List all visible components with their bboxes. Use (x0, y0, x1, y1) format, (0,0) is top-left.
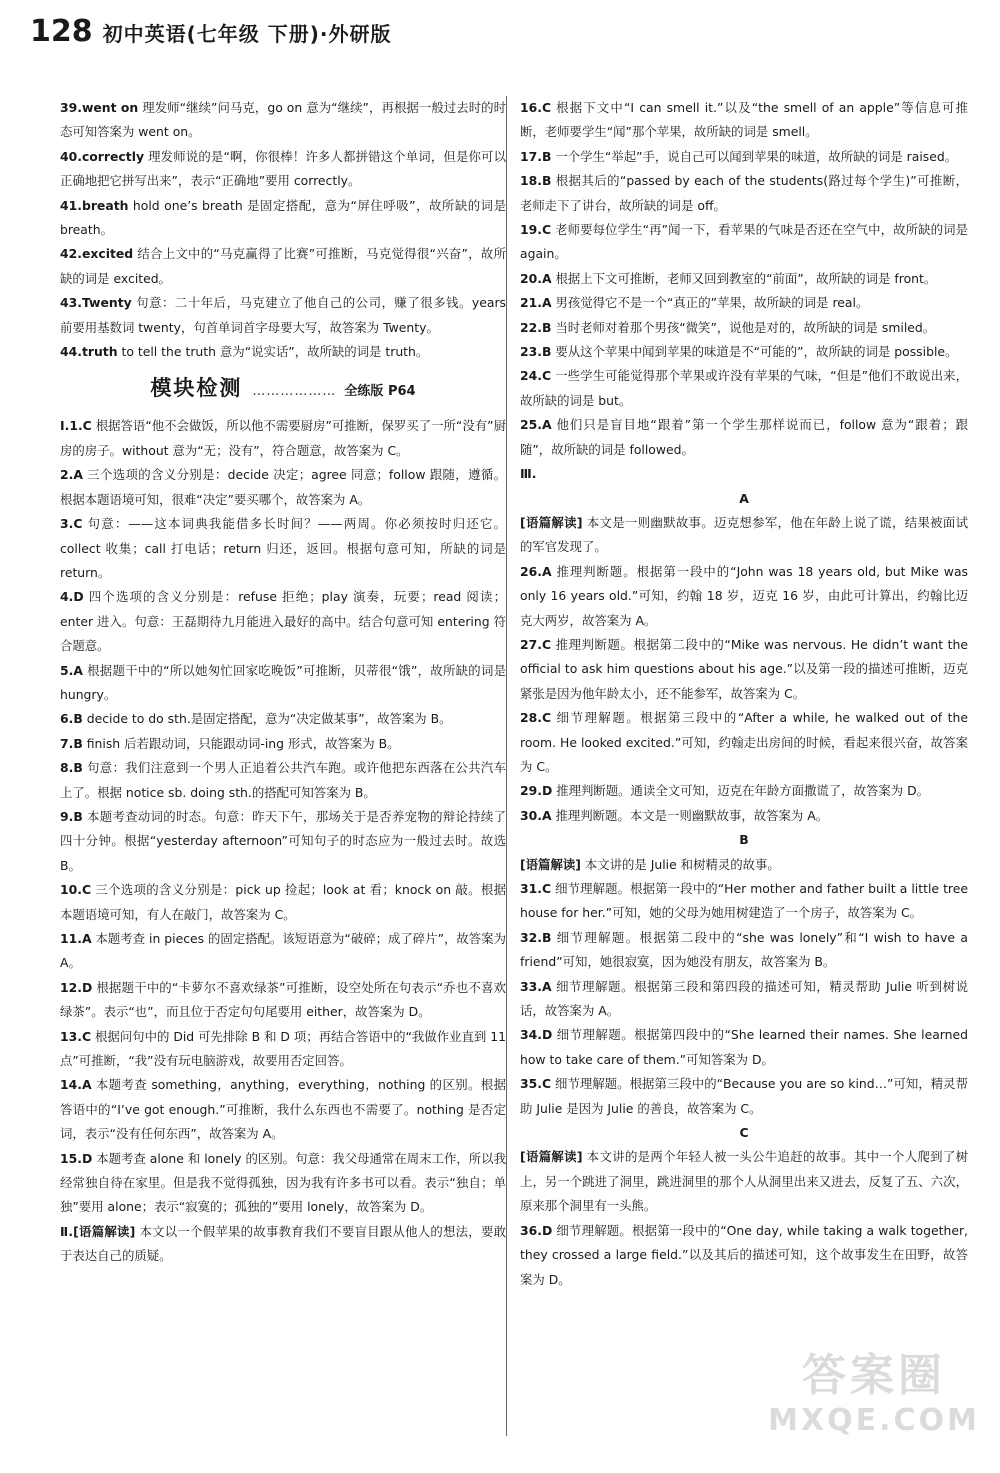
answer-explanation: 细节理解题。根据第四段中的“She learned their names. She learned how to take care of them.”可知答案为 D。 (520, 1027, 968, 1067)
answer-item (60, 927, 506, 976)
reading-c: [语篇解读] 本文讲的是两个年轻人被一头公牛追赶的故事。其中一个人爬到了树上，另一个跳进了洞里，跳进洞里的那个人从洞里出来又进去，反复了五、六次，原来那个洞里有一头熊。 (520, 1149, 968, 1214)
answer-item (520, 779, 968, 803)
answer-item (520, 706, 968, 779)
answer-key: 27.C (520, 636, 552, 652)
answer-explanation: 根据答语“他不会做饭，所以他不需要厨房”可推断，保罗买了一所“没有”厨房的房子。without 意为“无；没有”，符合题意，故答案为 C。 (60, 418, 506, 458)
answer-explanation: 根据上下文可推断，老师又回到教室的“前面”，故所缺的词是 front。 (551, 270, 937, 286)
answer-explanation: 推理判断题。通读全文可知，迈克在年龄方面撒谎了，故答案为 D。 (552, 783, 929, 799)
answer-item (60, 291, 506, 340)
answer-key: 2.A (60, 467, 83, 483)
answer-key: 33.A (520, 978, 552, 994)
answer-key: 5.A (60, 662, 83, 678)
answer-key: 42.excited (60, 246, 134, 262)
answer-item (60, 1147, 506, 1220)
answer-key: 16.C (520, 100, 552, 115)
answer-item (60, 1025, 506, 1074)
answer-explanation: 本文以一个假苹果的故事教育我们不要盲目跟从他人的想法，要敢于表达自己的质疑。 (60, 1223, 506, 1264)
answer-key: 13.C (60, 1028, 92, 1044)
answer-explanation: finish 后若跟动词，只能跟动词-ing 形式，故答案为 B。 (82, 735, 400, 751)
answer-key: 43.Twenty (60, 295, 132, 311)
answer-item (520, 975, 968, 1024)
answer-item (520, 926, 968, 975)
answer-explanation: 男孩觉得它不是一个“真正的”苹果，故所缺的词是 real。 (551, 295, 869, 311)
answer-explanation: 结合上文中的“马克赢得了比赛”可推断，马克觉得很“兴奋”，故所缺的词是 excited。 (60, 246, 506, 286)
answer-item (520, 364, 968, 413)
section-ref: 全练版 P64 (344, 384, 416, 400)
answer-key: 14.A (60, 1077, 92, 1093)
answer-key: 11.A (60, 931, 92, 946)
answer-item (60, 512, 506, 585)
answer-key: 7.B (60, 735, 83, 751)
answer-key: Ⅱ.[语篇解读] (60, 1223, 136, 1239)
answer-key: 8.B (60, 760, 83, 776)
book-title: 初中英语(七年级 下册)·外研版 (102, 22, 392, 46)
answer-explanation: decide to do sth.是固定搭配，意为“决定做某事”，故答案为 B。 (82, 711, 452, 727)
answer-list-3 (520, 96, 968, 462)
answer-explanation: 三个选项的含义分别是：decide 决定；agree 同意；follow 跟随，遵循。根据本题语境可知，很难“决定”要买哪个，故答案为 A。 (60, 467, 506, 507)
answer-explanation: 句意：——这本词典我能借多长时间？——两周。你必须按时归还它。collect 收集；call 打电话；return 归还，返回。根据句意可知，所缺的词是 return。 (60, 516, 506, 580)
answer-item (60, 878, 506, 927)
answer-explanation: 一些学生可能觉得那个苹果或许没有苹果的气味，“但是”他们不敢说出来，故所缺的词是 but。 (520, 368, 968, 408)
left-column (60, 96, 506, 1269)
answer-item (60, 707, 506, 731)
answer-explanation: 细节理解题。根据第三段中的“Because you are so kind…”可知，精灵帮助 Julie 是因为 Julie 的善良，故答案为 C。 (520, 1076, 968, 1116)
answer-key: 15.D (60, 1150, 93, 1166)
answer-key: 10.C (60, 882, 92, 898)
answer-explanation: 根据问句中的 Did 可先排除 B 和 D 项；再结合答语中的“我做作业直到 11 点”可推断，“我”没有玩电脑游戏，故要用否定回答。 (60, 1028, 506, 1069)
answer-key: 41.breath (60, 197, 129, 213)
answer-explanation: 推理判断题。根据第二段中的“Mike was nervous. He didn’t want the official to ask him questions about his age.”以及第一段的描述可推断，迈克紧张是因为他年龄太小，还不能参军，故答案为 C。 (520, 636, 968, 701)
answer-item (60, 585, 506, 658)
answer-key: 22.B (520, 319, 552, 335)
reading-a: [语篇解读] 本文是一则幽默故事。迈克想参军，他在年龄上说了谎，结果被面试的军官发现了。 (520, 514, 968, 555)
answer-explanation: to tell the truth 意为“说实话”，故所缺的词是 truth。 (117, 344, 429, 360)
right-column (520, 96, 968, 1292)
answer-explanation: 细节理解题。根据第三段中的“After a while, he walked out of the room. He looked excited.”可知，约翰走出房间的时候，看起来很兴奋，故答案为 C。 (520, 710, 968, 774)
answer-item (520, 1072, 968, 1121)
answer-key: 30.A (520, 807, 552, 823)
answer-key: 19.C (520, 222, 552, 238)
answer-item (60, 145, 506, 194)
answer-explanation: 本题考查 alone 和 lonely 的区别。句意：我父母通常在周末工作，所以我经常独自待在家里。但是我不觉得孤独，因为我有许多书可以看。表示“独自；单独”要用 alone；表示“寂寞的；孤独的”要用 lonely，故答案为 D。 (60, 1150, 506, 1215)
section-heading (60, 376, 506, 408)
answer-item (520, 267, 968, 291)
answer-item (520, 218, 968, 267)
answer-item (60, 96, 506, 145)
answer-item (60, 242, 506, 291)
answer-explanation: 本题考查 in pieces 的固定搭配。该短语意为“破碎；成了碎片”，故答案为 A。 (60, 931, 506, 971)
answer-key: 23.B (520, 344, 552, 360)
answer-key: 18.B (520, 173, 552, 189)
answer-key: 21.A (520, 295, 552, 311)
answer-key: 36.D (520, 1222, 553, 1238)
answer-explanation: 理发师说的是“啊，你很棒！许多人都拼错这个单词，但是你可以正确地把它拼写出来”，表示“正确地”要用 correctly。 (60, 148, 506, 189)
heading-a: A (739, 490, 749, 506)
answer-item (520, 413, 968, 462)
answer-key: 34.D (520, 1027, 553, 1043)
part3-label: Ⅲ. (520, 466, 537, 482)
answer-key: 9.B (60, 808, 83, 824)
heading-c: C (739, 1125, 749, 1141)
answer-explanation: 根据其后的“passed by each of the students(路过每个学生)”可推断，老师走下了讲台，故所缺的词是 off。 (520, 173, 968, 213)
answer-item (520, 96, 968, 145)
answer-explanation: 句意：二十年后，马克建立了他自己的公司，赚了很多钱。years 前要用基数词 twenty，句首单词首字母要大写，故答案为 Twenty。 (60, 295, 506, 335)
answer-item (520, 804, 968, 828)
answer-explanation: hold one’s breath 是固定搭配，意为“屏住呼吸”，故所缺的词是 breath。 (60, 197, 506, 238)
answer-item (60, 194, 506, 243)
answer-key: 17.B (520, 148, 552, 164)
answer-item (520, 1023, 968, 1072)
answer-key: 24.C (520, 368, 552, 384)
answer-item (520, 291, 968, 315)
answer-explanation: 老师要每位学生“再”闻一下，看苹果的气味是否还在空气中，故所缺的词是 again。 (520, 222, 968, 262)
answer-key: 40.correctly (60, 148, 145, 164)
answer-explanation: 细节理解题。根据第三段和第四段的描述可知，精灵帮助 Julie 听到树说话，故答案为 A。 (520, 978, 968, 1019)
answer-item (520, 633, 968, 706)
answer-explanation: 根据下文中“I can smell it.”以及“the smell of an apple”等信息可推断，老师要学生“闻”那个苹果，故所缺的词是 smell。 (520, 100, 968, 140)
answer-key: 44.truth (60, 344, 118, 360)
answer-item (60, 659, 506, 708)
answer-explanation: 四个选项的含义分别是：refuse 拒绝；play 演奏，玩要；read 阅读；enter 进入。句意：王磊期待九月能进入最好的高中。结合句意可知 entering 符合题意。 (60, 589, 506, 654)
answer-explanation: 细节理解题。根据第一段中的“Her mother and father built a little tree house for her.”可知，她的父母为她用树建造了一个房子，故答案为 C。 (520, 881, 968, 921)
answer-explanation: 本题考查动词的时态。句意：昨天下午，那场关于是否养宠物的辩论持续了四十分钟。根据“yesterday afternoon”可知句子的时态应为一般过去时。故选 B。 (60, 808, 506, 873)
answer-key: 26.A (520, 563, 552, 579)
answer-key: 3.C (60, 516, 83, 532)
answer-item (60, 732, 506, 756)
answer-explanation: 推理判断题。根据第一段中的“John was 18 years old, but Mike was only 16 years old.”可知，约翰 18 岁，迈克 16 岁，由此可计算出，约翰比迈克大两岁，故答案为 A。 (520, 563, 968, 628)
answer-item (60, 463, 506, 512)
answer-explanation: 三个选项的含义分别是：pick up 捡起；look at 看；knock on 敲。根据本题语境可知，有人在敲门，故答案为 C。 (60, 882, 506, 922)
watermark-logo: 答案圈 MXQE.COM (768, 1350, 980, 1438)
answer-key: 6.B (60, 711, 83, 727)
page-number: 128 (30, 14, 93, 49)
answer-key: 32.B (520, 929, 552, 945)
answer-item (520, 316, 968, 340)
answer-item (60, 1220, 506, 1269)
answer-explanation: 一个学生“举起”手，说自己可以闻到苹果的味道，故所缺的词是 raised。 (551, 148, 958, 164)
answer-explanation: 细节理解题。根据第一段中的“One day, while taking a walk together, they crossed a large field.”以及其后的描述可知，这个故事发生在田野，故答案为 D。 (520, 1222, 968, 1287)
answer-list-1 (60, 96, 506, 364)
answer-item (60, 805, 506, 878)
answer-item (520, 145, 968, 169)
answer-key: Ⅰ.1.C (60, 418, 92, 434)
answer-item (520, 1219, 968, 1292)
answer-explanation: 当时老师对着那个男孩“微笑”，说他是对的，故所缺的词是 smiled。 (551, 319, 936, 335)
answer-list-b (520, 877, 968, 1121)
answer-explanation: 句意：我们注意到一个男人正追着公共汽车跑。或许他把东西落在公共汽车上了。根据 notice sb. doing sth.的搭配可知答案为 B。 (60, 760, 506, 800)
answer-list-2 (60, 414, 506, 1268)
answer-key: 29.D (520, 783, 553, 799)
answer-explanation: 理发师“继续”问马克，go on 意为“继续”，再根据一般过去时的时态可知答案为 went on。 (60, 100, 506, 140)
heading-b: B (739, 832, 749, 848)
answer-key: 31.C (520, 881, 552, 896)
answer-item (60, 1073, 506, 1146)
answer-list-a (520, 560, 968, 828)
answer-key: 28.C (520, 710, 552, 726)
answer-explanation: 根据题干中的“所以她匆忙回家吃晚饭”可推断，贝蒂很“饿”，故所缺的词是 hungry。 (60, 662, 506, 702)
answer-item (520, 340, 968, 364)
section-title: 模块检测 (150, 376, 243, 401)
answer-key: 4.D (60, 589, 84, 605)
answer-key: 25.A (520, 417, 552, 433)
answer-item (60, 340, 506, 364)
page-header (30, 14, 970, 64)
answer-key: 35.C (520, 1076, 552, 1092)
answer-explanation: 推理判断题。本文是一则幽默故事，故答案为 A。 (551, 807, 829, 823)
section-dots: ……………… (252, 384, 337, 400)
answer-explanation: 根据题干中的“卡萝尔不喜欢绿茶”可推断，设空处所在句表示“乔也不喜欢绿茶”。表示“也”，而且位于否定句句尾要用 either，故答案为 D。 (60, 979, 506, 1020)
answer-explanation: 细节理解题。根据第二段中的“she was lonely”和“I wish to have a friend”可知，她很寂寞，因为她没有朋友，故答案为 B。 (520, 929, 968, 970)
reading-b: [语篇解读] 本文讲的是 Julie 和树精灵的故事。 (520, 856, 780, 872)
answer-item (520, 877, 968, 926)
answer-explanation: 他们只是盲目地“跟着”第一个学生那样说而已，follow 意为“跟着；跟随”，故所缺的词是 followed。 (520, 417, 968, 457)
answer-item (60, 756, 506, 805)
answer-item (520, 169, 968, 218)
answer-list-c (520, 1219, 968, 1292)
answer-key: 20.A (520, 270, 552, 286)
column-divider (506, 96, 507, 1436)
answer-key: 39.went on (60, 100, 139, 115)
answer-explanation: 要从这个苹果中闻到苹果的味道是不“可能的”，故所缺的词是 possible。 (551, 344, 958, 360)
answer-explanation: 本题考查 something，anything，everything，nothing 的区别。根据答语中的“I’ve got enough.”可推断，我什么东西也不需要了。nothing 是否定词，表示“没有任何东西”，故答案为 A。 (60, 1077, 506, 1142)
answer-item (60, 414, 506, 463)
answer-item (520, 560, 968, 633)
answer-item (60, 976, 506, 1025)
answer-key: 12.D (60, 979, 93, 995)
